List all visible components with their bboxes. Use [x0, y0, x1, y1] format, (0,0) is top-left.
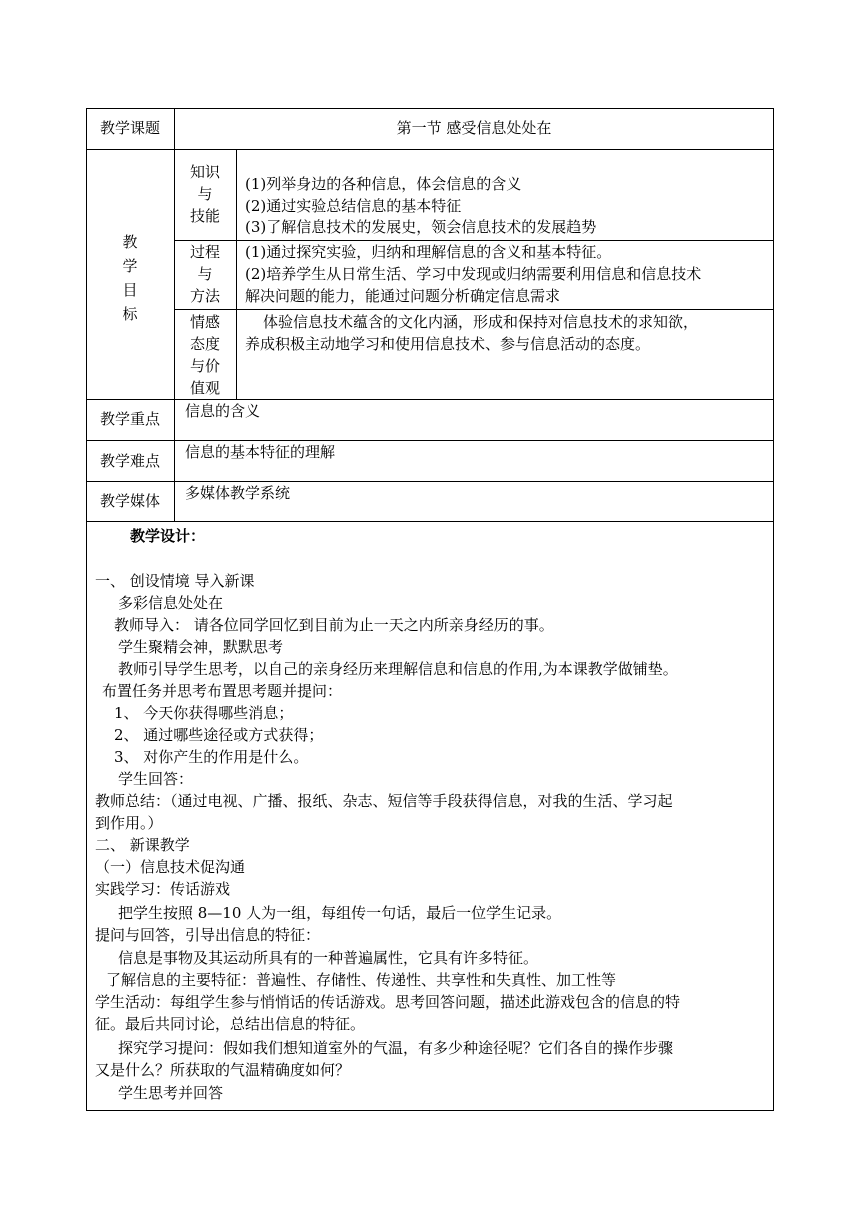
objectives-label-char: 学 [122, 257, 138, 275]
sublabel-line: 与价 [189, 357, 220, 375]
objective-line: (1)通过探究实验，归纳和理解信息的含义和基本特征。 [245, 243, 612, 261]
objective-line: (3)了解信息技术的发展史，领会信息技术的发展趋势 [245, 218, 597, 236]
design-line: 了解信息的主要特征：普遍性、存储性、传递性、共享性和失真性、加工性等 [106, 971, 617, 989]
course-label: 教学课题 [99, 119, 160, 137]
design-line: 学生回答： [118, 770, 194, 788]
column-divider [236, 149, 237, 399]
sublabel-line: 方法 [189, 287, 220, 305]
design-line: 探究学习提问：假如我们想知道室外的气温，有多少种途径呢？它们各自的操作步骤 [118, 1039, 674, 1057]
attitude-values-label [174, 311, 236, 399]
row-divider [174, 240, 774, 241]
design-line: 布置任务并思考布置思考题并提问： [102, 682, 343, 700]
sublabel-line: 值观 [189, 379, 220, 397]
difficulty-label: 教学难点 [99, 452, 160, 470]
objectives-label-char: 教 [122, 233, 138, 251]
section-heading: 一、 创设情境 导入新课 [95, 572, 255, 590]
design-line: 教师引导学生思考，以自己的亲身经历来理解信息和信息的作用,为本课教学做铺垫。 [118, 660, 678, 678]
objective-line: (1)列举身边的各种信息，体会信息的含义 [245, 175, 522, 193]
design-line: 到作用。） [95, 814, 163, 832]
objective-line: (2)通过实验总结信息的基本特征 [245, 197, 462, 215]
design-heading: 教学设计： [130, 527, 206, 545]
design-line: 学生活动：每组学生参与悄悄话的传话游戏。思考回答问题，描述此游戏包含的信息的特 [95, 993, 681, 1011]
objectives-label [86, 230, 174, 326]
objective-line: 体验信息技术蕴含的文化内涵，形成和保持对信息技术的求知欲， [263, 313, 699, 331]
objectives-label-char: 目 [122, 281, 138, 299]
row-divider [86, 521, 774, 522]
question-item: 3、 对你产生的作用是什么。 [114, 748, 309, 766]
design-line: 实践学习：传话游戏 [95, 880, 231, 898]
question-item: 1、 今天你获得哪些消息； [114, 704, 294, 722]
difficulty-value: 信息的基本特征的理解 [185, 443, 336, 461]
row-divider [86, 149, 774, 150]
row-divider [86, 481, 774, 482]
sublabel-line: 与 [197, 185, 213, 203]
knowledge-skills-label [174, 161, 236, 227]
design-line: 把学生按照 8—10 人为一组，每组传一句话，最后一位学生记录。 [118, 904, 562, 922]
design-line: 教师导入： 请各位同学回忆到目前为止一天之内所亲身经历的事。 [114, 616, 554, 634]
design-line: 又是什么？所获取的气温精确度如何？ [95, 1061, 351, 1079]
row-divider [174, 309, 774, 310]
key-point-label: 教学重点 [99, 410, 160, 428]
sublabel-line: 态度 [189, 335, 220, 353]
sublabel-line: 情感 [189, 313, 220, 331]
objective-line: 解决问题的能力，能通过问题分析确定信息需求 [245, 287, 561, 305]
sublabel-line: 知识 [189, 163, 220, 181]
key-point-value: 信息的含义 [185, 402, 261, 420]
media-value: 多媒体教学系统 [185, 484, 291, 502]
objective-line: 养成积极主动地学习和使用信息技术、参与信息活动的态度。 [245, 335, 651, 353]
row-divider [86, 399, 774, 400]
design-line: （一）信息技术促沟通 [95, 858, 246, 876]
design-line: 学生思考并回答 [118, 1084, 224, 1102]
section-heading: 二、 新课教学 [95, 836, 190, 854]
media-label: 教学媒体 [99, 492, 160, 510]
design-line: 学生聚精会神，默默思考 [118, 638, 284, 656]
row-divider [86, 440, 774, 441]
objectives-label-char: 标 [122, 305, 138, 323]
design-line: 提问与回答，引导出信息的特征： [95, 926, 321, 944]
question-item: 2、 通过哪些途径或方式获得； [114, 726, 324, 744]
course-title: 第一节 感受信息处处在 [396, 119, 552, 137]
process-methods-label [174, 241, 236, 307]
sublabel-line: 与 [197, 265, 213, 283]
design-line: 多彩信息处处在 [118, 594, 224, 612]
design-line: 教师总结：（通过电视、广播、报纸、杂志、短信等手段获得信息，对我的生活、学习起 [95, 792, 673, 810]
design-line: 征。最后共同讨论，总结出信息的特征。 [95, 1015, 366, 1033]
objective-line: (2)培养学生从日常生活、学习中发现或归纳需要利用信息和信息技术 [245, 265, 702, 283]
sublabel-line: 过程 [189, 243, 220, 261]
design-line: 信息是事物及其运动所具有的一种普遍属性，它具有许多特征。 [118, 949, 539, 967]
sublabel-line: 技能 [189, 207, 220, 225]
